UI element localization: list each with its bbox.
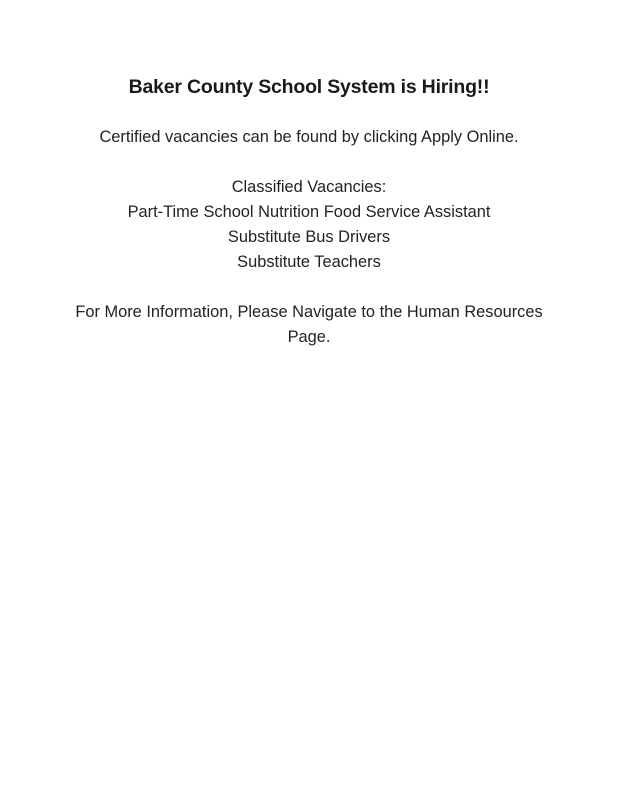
spacer-after-list <box>0 275 618 300</box>
classified-vacancies-heading: Classified Vacancies: <box>231 178 387 196</box>
document-body <box>0 0 618 350</box>
spacer-after-intro <box>0 150 618 175</box>
list-item: Substitute Teachers <box>237 253 381 271</box>
closing-paragraph: For More Information, Please Navigate to the Human Resources Page. <box>75 303 543 346</box>
page-title: Baker County School System is Hiring!! <box>128 76 490 98</box>
list-item: Part-Time School Nutrition Food Service Assistant <box>127 203 491 221</box>
intro-paragraph: Certified vacancies can be found by clicking Apply Online. <box>99 128 519 146</box>
spacer-after-title <box>0 100 618 125</box>
list-item: Substitute Bus Drivers <box>227 228 391 246</box>
classified-vacancies-block <box>0 175 618 275</box>
